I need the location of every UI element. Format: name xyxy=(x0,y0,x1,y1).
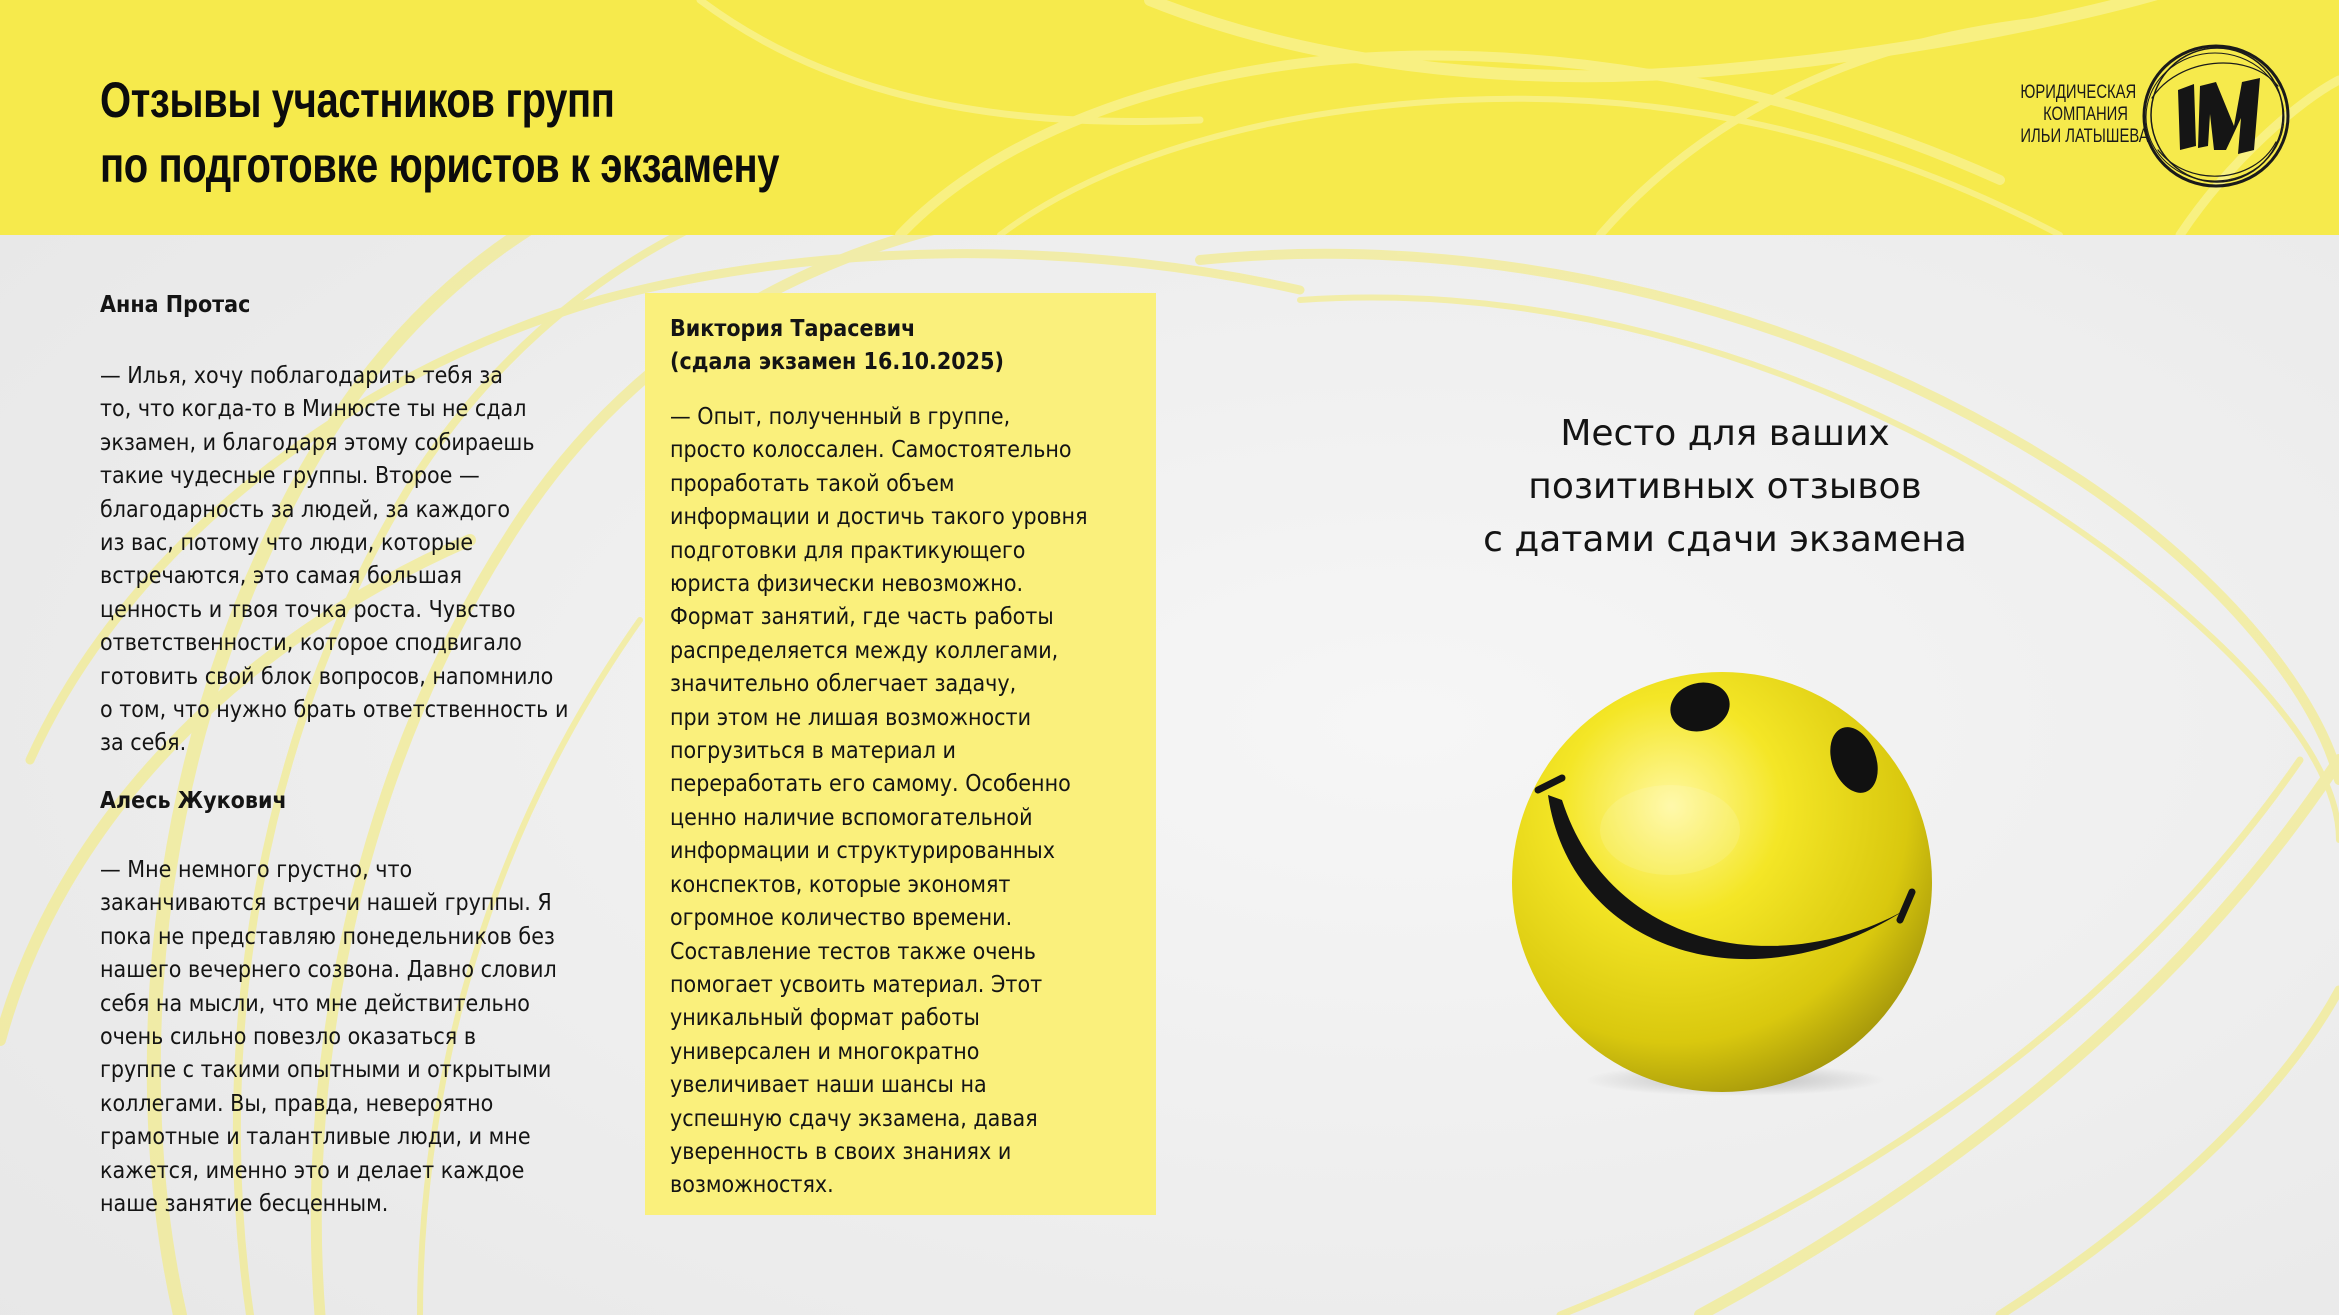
header-banner xyxy=(0,0,2339,235)
review-text: — Илья, хочу поблагодарить тебя за то, что когда-то в Минюсте ты не сдал экзамен, и благодаря этому собираешь такие чудесные группы. Второе — благодарность за людей, за каждого из вас, потому что люди, которые встречаются, это самая большая ценность и твоя точка роста. Чувство ответственности, которое сподвигало готовить свой блок вопросов, напомнило о том, что нужно брать ответственность и за себя. xyxy=(100,363,569,757)
brand-line-2: КОМПАНИЯ xyxy=(2043,104,2128,125)
review-author-note: (сдала экзамен 16.10.2025) xyxy=(670,349,1004,375)
review-card-viktoria xyxy=(645,293,1156,1215)
smiley-ball-icon xyxy=(1500,660,1960,1100)
page-title-line-2: по подготовке юристов к экзамену xyxy=(100,137,780,193)
page-title-line-1: Отзывы участников групп xyxy=(100,72,615,128)
page-title xyxy=(100,68,779,198)
im-letters xyxy=(2178,78,2260,154)
review-anna xyxy=(100,290,660,761)
review-text: — Мне немного грустно, что заканчиваются встречи нашей группы. Я пока не представляю понедельников без нашего вечернего созвона. Давно словил себя на мысли, что мне действительно очень сильно повезло оказаться в группе с такими опытными и открытыми коллегами. Вы, правда, невероятно грамотные и талантливые люди, и мне кажется, именно это и делает каждое наше занятие бесценным. xyxy=(100,857,557,1218)
brand-name xyxy=(2020,82,2149,148)
review-text: — Опыт, полученный в группе, просто колоссален. Самостоятельно проработать такой объем информации и достичь такого уровня подготовки для практикующего юриста физически невозможно. Формат занятий, где часть работы распределяется между коллегами, значительно облегчает задачу, при этом не лишая возможности погрузиться в материал и переработать его самому. Особенно ценно наличие вспомогательной информации и структурированных конспектов, которые экономят огромное количество времени. Составление тестов также очень помогает усвоить материал. Этот уникальный формат работы универсален и многократно увеличивает наши шансы на успешную сдачу экзамена, давая уверенность в своих знаниях и возможностях. xyxy=(670,404,1088,1199)
im-monogram-logo-icon xyxy=(2138,38,2294,194)
review-ales xyxy=(100,786,660,1221)
ball-body xyxy=(1512,672,1932,1092)
review-author: Алесь Жукович xyxy=(100,788,287,814)
brand-line-3: ИЛЬИ ЛАТЫШЕВА xyxy=(2020,126,2149,147)
brand-line-1: ЮРИДИЧЕСКАЯ xyxy=(2020,82,2137,103)
reviews-placeholder-text: Место для ваших позитивных отзывов с датами сдачи экзамена xyxy=(1483,413,1967,560)
review-author: Виктория Тарасевич xyxy=(670,316,916,342)
review-author: Анна Протас xyxy=(100,292,251,318)
